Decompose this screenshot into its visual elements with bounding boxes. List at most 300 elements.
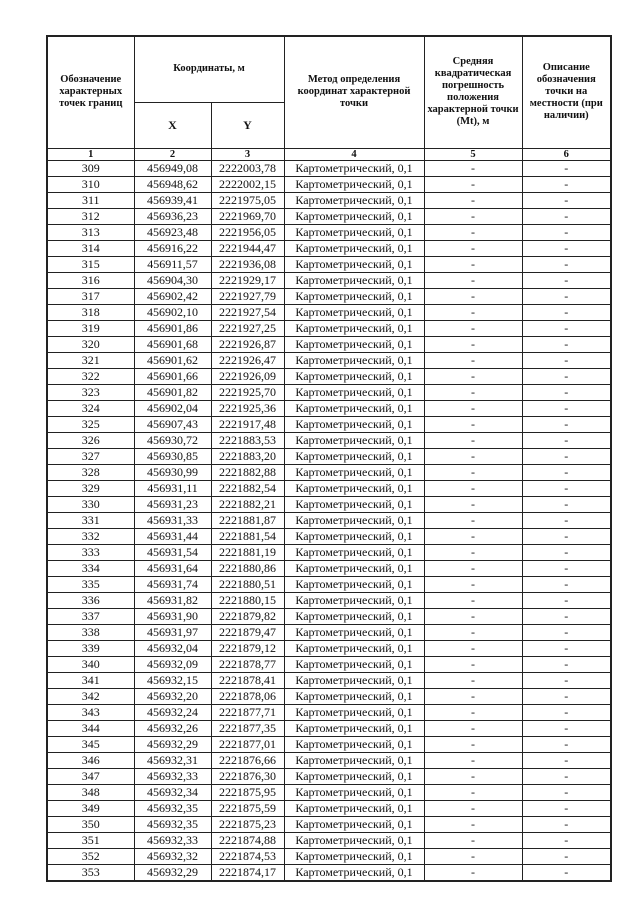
x-coordinate-cell: 456932,24 [134,704,211,720]
x-coordinate-cell: 456931,23 [134,496,211,512]
y-coordinate-cell: 2221926,87 [211,336,284,352]
method-cell: Картометрический, 0,1 [284,544,424,560]
description-cell: - [522,592,611,608]
table-row [47,688,611,704]
description-cell: - [522,400,611,416]
error-cell: - [424,512,522,528]
point-number-cell: 313 [47,224,134,240]
x-coordinate-cell: 456911,57 [134,256,211,272]
method-cell: Картометрический, 0,1 [284,720,424,736]
point-number-cell: 324 [47,400,134,416]
point-number-cell: 317 [47,288,134,304]
description-cell: - [522,688,611,704]
error-cell: - [424,464,522,480]
description-cell: - [522,432,611,448]
method-cell: Картометрический, 0,1 [284,416,424,432]
method-cell: Картометрический, 0,1 [284,288,424,304]
point-number-cell: 338 [47,624,134,640]
error-cell: - [424,816,522,832]
x-coordinate-cell: 456902,10 [134,304,211,320]
method-cell: Картометрический, 0,1 [284,816,424,832]
method-cell: Картометрический, 0,1 [284,464,424,480]
method-cell: Картометрический, 0,1 [284,656,424,672]
description-cell: - [522,720,611,736]
coordinates-table [46,35,612,882]
point-number-cell: 309 [47,160,134,176]
x-coordinate-cell: 456901,62 [134,352,211,368]
method-cell: Картометрический, 0,1 [284,592,424,608]
point-number-cell: 348 [47,784,134,800]
x-coordinate-cell: 456932,04 [134,640,211,656]
description-cell: - [522,736,611,752]
point-number-cell: 323 [47,384,134,400]
y-coordinate-cell: 2221883,53 [211,432,284,448]
error-cell: - [424,224,522,240]
description-cell: - [522,304,611,320]
point-number-cell: 331 [47,512,134,528]
description-cell: - [522,656,611,672]
x-coordinate-cell: 456932,29 [134,736,211,752]
x-coordinate-cell: 456932,33 [134,832,211,848]
x-coordinate-cell: 456901,82 [134,384,211,400]
x-coordinate-cell: 456904,30 [134,272,211,288]
description-cell: - [522,224,611,240]
table-row [47,192,611,208]
method-cell: Картометрический, 0,1 [284,368,424,384]
y-coordinate-cell: 2221880,86 [211,560,284,576]
method-cell: Картометрический, 0,1 [284,240,424,256]
point-number-cell: 322 [47,368,134,384]
method-cell: Картометрический, 0,1 [284,784,424,800]
x-coordinate-cell: 456932,26 [134,720,211,736]
description-cell: - [522,848,611,864]
point-number-cell: 315 [47,256,134,272]
y-coordinate-cell: 2221882,21 [211,496,284,512]
method-cell: Картометрический, 0,1 [284,448,424,464]
x-coordinate-cell: 456902,42 [134,288,211,304]
method-cell: Картометрический, 0,1 [284,864,424,881]
point-number-cell: 333 [47,544,134,560]
method-cell: Картометрический, 0,1 [284,352,424,368]
column-number: 1 [47,148,134,160]
y-coordinate-cell: 2221929,17 [211,272,284,288]
y-coordinate-cell: 2221879,82 [211,608,284,624]
method-cell: Картометрический, 0,1 [284,512,424,528]
x-coordinate-cell: 456931,64 [134,560,211,576]
description-cell: - [522,704,611,720]
error-cell: - [424,448,522,464]
error-cell: - [424,272,522,288]
point-number-cell: 328 [47,464,134,480]
description-cell: - [522,384,611,400]
header-mean-square-error: Средняя квадратическая погрешность положения характерной точки (Mt), м [424,36,522,148]
table-row [47,448,611,464]
table-row [47,656,611,672]
y-coordinate-cell: 2221925,70 [211,384,284,400]
x-coordinate-cell: 456931,33 [134,512,211,528]
error-cell: - [424,720,522,736]
y-coordinate-cell: 2221881,54 [211,528,284,544]
method-cell: Картометрический, 0,1 [284,336,424,352]
x-coordinate-cell: 456931,90 [134,608,211,624]
method-cell: Картометрический, 0,1 [284,704,424,720]
header-point-designation: Обозначение характерных точек границ [47,36,134,148]
x-coordinate-cell: 456932,34 [134,784,211,800]
x-coordinate-cell: 456949,08 [134,160,211,176]
x-coordinate-cell: 456931,11 [134,480,211,496]
y-coordinate-cell: 2221874,17 [211,864,284,881]
y-coordinate-cell: 2221877,35 [211,720,284,736]
description-cell: - [522,352,611,368]
y-coordinate-cell: 2221877,01 [211,736,284,752]
table-row [47,240,611,256]
y-coordinate-cell: 2221881,19 [211,544,284,560]
y-coordinate-cell: 2221878,41 [211,672,284,688]
description-cell: - [522,816,611,832]
x-coordinate-cell: 456931,74 [134,576,211,592]
method-cell: Картометрический, 0,1 [284,192,424,208]
y-coordinate-cell: 2221944,47 [211,240,284,256]
table-row [47,816,611,832]
table-row [47,272,611,288]
description-cell: - [522,288,611,304]
column-numbers-row [47,148,611,160]
error-cell: - [424,288,522,304]
description-cell: - [522,560,611,576]
description-cell: - [522,528,611,544]
header-method: Метод определения координат характерной точки [284,36,424,148]
column-number: 2 [134,148,211,160]
table-row [47,512,611,528]
description-cell: - [522,544,611,560]
error-cell: - [424,560,522,576]
y-coordinate-cell: 2221927,25 [211,320,284,336]
table-row [47,864,611,881]
y-coordinate-cell: 2221936,08 [211,256,284,272]
method-cell: Картометрический, 0,1 [284,384,424,400]
method-cell: Картометрический, 0,1 [284,848,424,864]
coordinates-document [46,35,610,882]
table-row [47,752,611,768]
error-cell: - [424,544,522,560]
table-row [47,288,611,304]
x-coordinate-cell: 456932,29 [134,864,211,881]
x-coordinate-cell: 456932,31 [134,752,211,768]
point-number-cell: 336 [47,592,134,608]
point-number-cell: 352 [47,848,134,864]
error-cell: - [424,656,522,672]
point-number-cell: 330 [47,496,134,512]
table-row [47,352,611,368]
point-number-cell: 347 [47,768,134,784]
error-cell: - [424,832,522,848]
y-coordinate-cell: 2221874,53 [211,848,284,864]
table-row [47,256,611,272]
y-coordinate-cell: 2221927,54 [211,304,284,320]
x-coordinate-cell: 456901,66 [134,368,211,384]
point-number-cell: 340 [47,656,134,672]
point-number-cell: 345 [47,736,134,752]
x-coordinate-cell: 456902,04 [134,400,211,416]
x-coordinate-cell: 456930,85 [134,448,211,464]
description-cell: - [522,608,611,624]
point-number-cell: 314 [47,240,134,256]
x-coordinate-cell: 456901,86 [134,320,211,336]
column-number: 5 [424,148,522,160]
error-cell: - [424,864,522,881]
table-row [47,208,611,224]
y-coordinate-cell: 2221925,36 [211,400,284,416]
header-y: Y [211,102,284,148]
error-cell: - [424,336,522,352]
table-row [47,384,611,400]
error-cell: - [424,576,522,592]
method-cell: Картометрический, 0,1 [284,832,424,848]
y-coordinate-cell: 2221878,06 [211,688,284,704]
column-number: 6 [522,148,611,160]
description-cell: - [522,336,611,352]
error-cell: - [424,640,522,656]
x-coordinate-cell: 456923,48 [134,224,211,240]
method-cell: Картометрический, 0,1 [284,256,424,272]
point-number-cell: 339 [47,640,134,656]
header-coordinates: Координаты, м [134,36,284,102]
description-cell: - [522,768,611,784]
y-coordinate-cell: 2221875,95 [211,784,284,800]
x-coordinate-cell: 456936,23 [134,208,211,224]
point-number-cell: 311 [47,192,134,208]
error-cell: - [424,256,522,272]
description-cell: - [522,624,611,640]
table-row [47,528,611,544]
x-coordinate-cell: 456907,43 [134,416,211,432]
point-number-cell: 341 [47,672,134,688]
method-cell: Картометрический, 0,1 [284,736,424,752]
table-row [47,480,611,496]
error-cell: - [424,672,522,688]
method-cell: Картометрический, 0,1 [284,320,424,336]
method-cell: Картометрический, 0,1 [284,560,424,576]
point-number-cell: 321 [47,352,134,368]
method-cell: Картометрический, 0,1 [284,528,424,544]
description-cell: - [522,784,611,800]
point-number-cell: 326 [47,432,134,448]
x-coordinate-cell: 456948,62 [134,176,211,192]
table-row [47,224,611,240]
y-coordinate-cell: 2221881,87 [211,512,284,528]
method-cell: Картометрический, 0,1 [284,432,424,448]
table-row [47,592,611,608]
y-coordinate-cell: 2221926,47 [211,352,284,368]
description-cell: - [522,176,611,192]
y-coordinate-cell: 2221875,59 [211,800,284,816]
table-row [47,672,611,688]
x-coordinate-cell: 456932,20 [134,688,211,704]
error-cell: - [424,704,522,720]
error-cell: - [424,176,522,192]
y-coordinate-cell: 2221876,30 [211,768,284,784]
x-coordinate-cell: 456939,41 [134,192,211,208]
table-row [47,736,611,752]
description-cell: - [522,208,611,224]
error-cell: - [424,208,522,224]
table-row [47,800,611,816]
x-coordinate-cell: 456930,72 [134,432,211,448]
description-cell: - [522,512,611,528]
error-cell: - [424,752,522,768]
x-coordinate-cell: 456932,09 [134,656,211,672]
table-row [47,368,611,384]
point-number-cell: 350 [47,816,134,832]
y-coordinate-cell: 2221917,48 [211,416,284,432]
table-row [47,768,611,784]
error-cell: - [424,592,522,608]
point-number-cell: 312 [47,208,134,224]
table-row [47,432,611,448]
point-number-cell: 325 [47,416,134,432]
description-cell: - [522,160,611,176]
error-cell: - [424,416,522,432]
point-number-cell: 344 [47,720,134,736]
error-cell: - [424,848,522,864]
error-cell: - [424,368,522,384]
method-cell: Картометрический, 0,1 [284,272,424,288]
x-coordinate-cell: 456931,54 [134,544,211,560]
y-coordinate-cell: 2221879,12 [211,640,284,656]
error-cell: - [424,240,522,256]
description-cell: - [522,272,611,288]
x-coordinate-cell: 456931,97 [134,624,211,640]
description-cell: - [522,480,611,496]
description-cell: - [522,464,611,480]
table-row [47,624,611,640]
description-cell: - [522,752,611,768]
table-row [47,496,611,512]
method-cell: Картометрический, 0,1 [284,752,424,768]
point-number-cell: 353 [47,864,134,881]
table-row [47,400,611,416]
point-number-cell: 349 [47,800,134,816]
method-cell: Картометрический, 0,1 [284,208,424,224]
error-cell: - [424,384,522,400]
y-coordinate-cell: 2221975,05 [211,192,284,208]
description-cell: - [522,448,611,464]
y-coordinate-cell: 2221880,15 [211,592,284,608]
y-coordinate-cell: 2221877,71 [211,704,284,720]
description-cell: - [522,640,611,656]
point-number-cell: 320 [47,336,134,352]
x-coordinate-cell: 456930,99 [134,464,211,480]
method-cell: Картометрический, 0,1 [284,608,424,624]
y-coordinate-cell: 2221882,54 [211,480,284,496]
table-row [47,304,611,320]
column-number: 4 [284,148,424,160]
error-cell: - [424,768,522,784]
error-cell: - [424,688,522,704]
table-row [47,544,611,560]
column-number: 3 [211,148,284,160]
header-point-description: Описание обозначения точки на местности (при наличии) [522,36,611,148]
error-cell: - [424,192,522,208]
description-cell: - [522,800,611,816]
y-coordinate-cell: 2221878,77 [211,656,284,672]
y-coordinate-cell: 2221882,88 [211,464,284,480]
error-cell: - [424,800,522,816]
error-cell: - [424,480,522,496]
error-cell: - [424,736,522,752]
method-cell: Картометрический, 0,1 [284,480,424,496]
description-cell: - [522,832,611,848]
description-cell: - [522,192,611,208]
y-coordinate-cell: 2222003,78 [211,160,284,176]
method-cell: Картометрический, 0,1 [284,496,424,512]
error-cell: - [424,496,522,512]
error-cell: - [424,304,522,320]
point-number-cell: 342 [47,688,134,704]
description-cell: - [522,368,611,384]
description-cell: - [522,672,611,688]
description-cell: - [522,496,611,512]
point-number-cell: 329 [47,480,134,496]
point-number-cell: 335 [47,576,134,592]
method-cell: Картометрический, 0,1 [284,400,424,416]
error-cell: - [424,784,522,800]
y-coordinate-cell: 2221956,05 [211,224,284,240]
point-number-cell: 346 [47,752,134,768]
error-cell: - [424,160,522,176]
description-cell: - [522,576,611,592]
point-number-cell: 327 [47,448,134,464]
y-coordinate-cell: 2221875,23 [211,816,284,832]
table-body [47,160,611,881]
point-number-cell: 318 [47,304,134,320]
table-row [47,160,611,176]
y-coordinate-cell: 2221876,66 [211,752,284,768]
method-cell: Картометрический, 0,1 [284,224,424,240]
description-cell: - [522,416,611,432]
table-row [47,704,611,720]
x-coordinate-cell: 456916,22 [134,240,211,256]
header-x: X [134,102,211,148]
method-cell: Картометрический, 0,1 [284,176,424,192]
method-cell: Картометрический, 0,1 [284,768,424,784]
point-number-cell: 337 [47,608,134,624]
method-cell: Картометрический, 0,1 [284,640,424,656]
y-coordinate-cell: 2221880,51 [211,576,284,592]
y-coordinate-cell: 2221969,70 [211,208,284,224]
point-number-cell: 332 [47,528,134,544]
y-coordinate-cell: 2221874,88 [211,832,284,848]
error-cell: - [424,400,522,416]
y-coordinate-cell: 2221883,20 [211,448,284,464]
method-cell: Картометрический, 0,1 [284,304,424,320]
point-number-cell: 343 [47,704,134,720]
x-coordinate-cell: 456932,35 [134,800,211,816]
method-cell: Картометрический, 0,1 [284,576,424,592]
x-coordinate-cell: 456931,82 [134,592,211,608]
point-number-cell: 316 [47,272,134,288]
x-coordinate-cell: 456932,33 [134,768,211,784]
table-row [47,640,611,656]
error-cell: - [424,320,522,336]
table-row [47,416,611,432]
table-row [47,784,611,800]
method-cell: Картометрический, 0,1 [284,688,424,704]
method-cell: Картометрический, 0,1 [284,672,424,688]
y-coordinate-cell: 2222002,15 [211,176,284,192]
y-coordinate-cell: 2221927,79 [211,288,284,304]
description-cell: - [522,864,611,881]
